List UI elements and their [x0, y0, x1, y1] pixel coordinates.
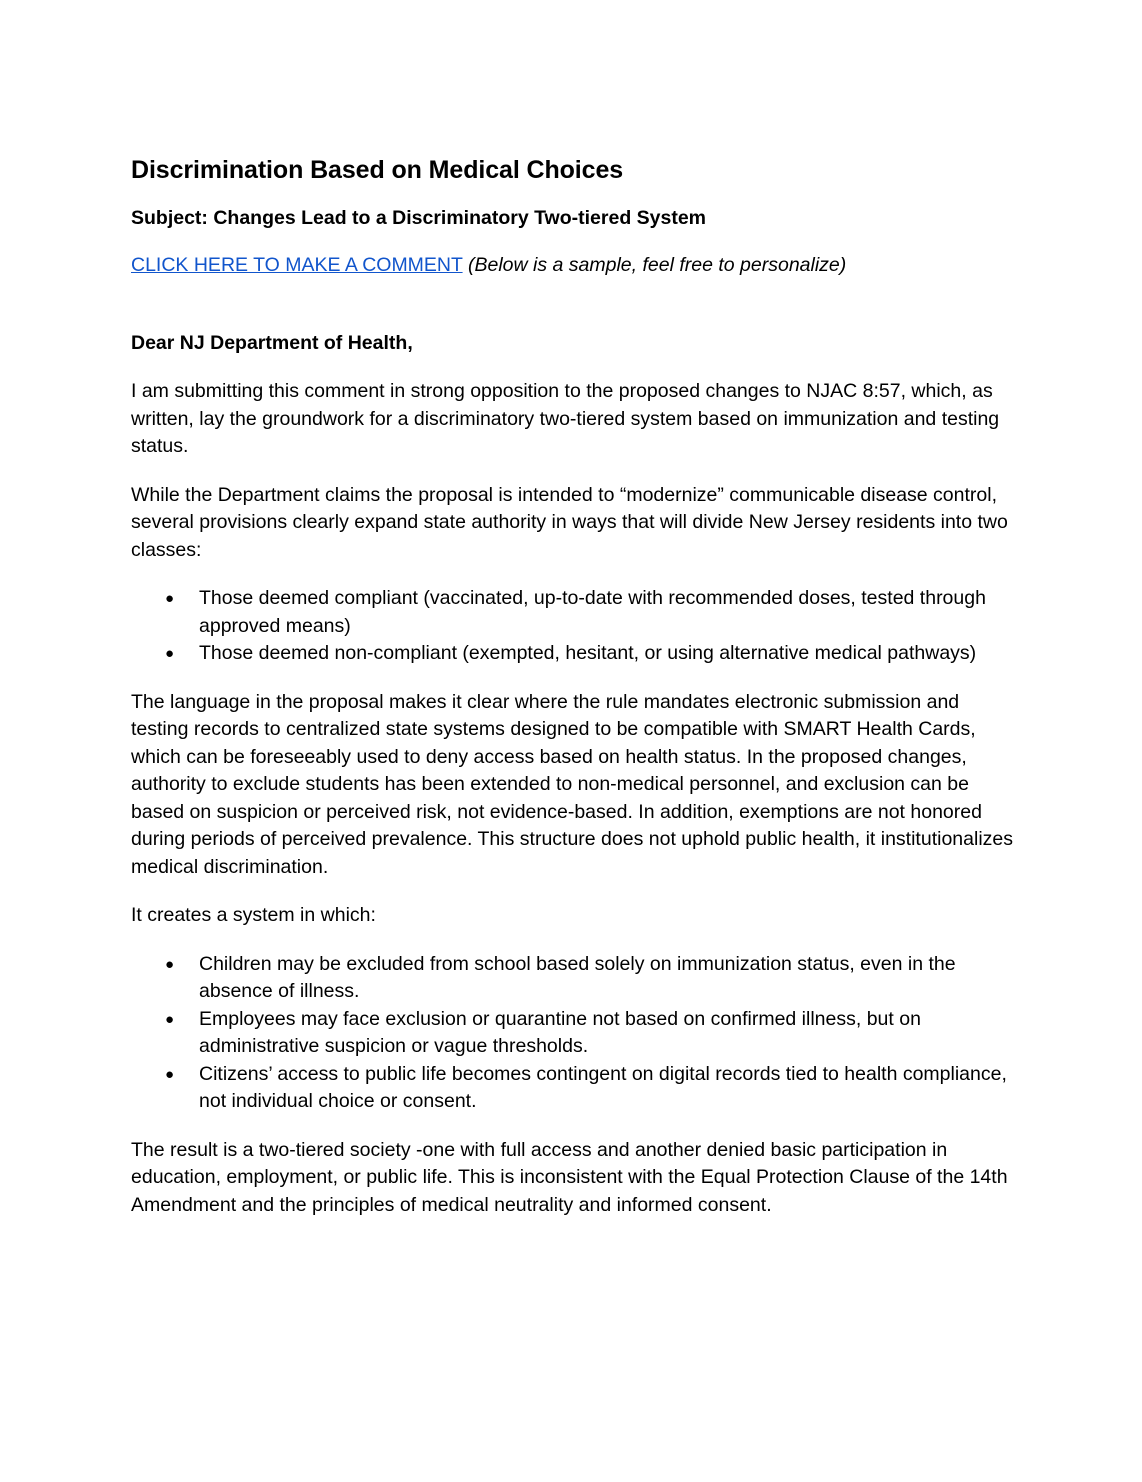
sample-note: (Below is a sample, feel free to personalize)	[468, 254, 847, 276]
list-item	[131, 1061, 1016, 1116]
paragraph-modernize-claim: While the Department claims the proposal is intended to “modernize” communicable disease control, several provisions clearly expand state authority in ways that will divide New Jersey residents into two classes:	[131, 483, 1008, 561]
list-item-text: Children may be excluded from school based solely on immunization status, even in the absence of illness.	[199, 952, 956, 1002]
subject-line: Subject: Changes Lead to a Discriminatory Two-tiered System	[131, 207, 707, 229]
classes-list	[131, 585, 1016, 668]
bullet-icon: ●	[165, 1065, 175, 1083]
document-page	[131, 150, 1016, 1219]
paragraph-system-intro: It creates a system in which:	[131, 904, 376, 926]
list-item-text: Those deemed compliant (vaccinated, up-to-date with recommended doses, tested through approved means)	[199, 587, 986, 637]
bullet-icon: ●	[165, 1010, 175, 1028]
list-item	[131, 585, 1016, 640]
list-item-text: Those deemed non-compliant (exempted, hesitant, or using alternative medical pathways)	[199, 642, 977, 664]
paragraph-conclusion: The result is a two-tiered society -one with full access and another denied basic participation in education, employment, or public life. This is inconsistent with the Equal Protection Clause of the 14th Amendment and the principles of medical neutrality and informed consent.	[131, 1138, 1008, 1216]
system-list	[131, 951, 1016, 1116]
list-item	[131, 1006, 1016, 1061]
paragraph-opposition: I am submitting this comment in strong opposition to the proposed changes to NJAC 8:57, which, as written, lay the groundwork for a discriminatory two-tiered system based on immunization and testing status.	[131, 380, 1000, 457]
list-item	[131, 951, 1016, 1006]
bullet-icon: ●	[165, 645, 175, 662]
list-item-text: Employees may face exclusion or quarantine not based on confirmed illness, but on administrative suspicion or vague thresholds.	[199, 1007, 921, 1057]
list-item-text: Citizens’ access to public life becomes contingent on digital records tied to health compliance, not individual choice or consent.	[199, 1062, 1007, 1112]
document-title: Discrimination Based on Medical Choices	[131, 156, 624, 184]
comment-cta	[131, 251, 1016, 279]
paragraph-proposal-language: The language in the proposal makes it clear where the rule mandates electronic submission and testing records to centralized state systems designed to be compatible with SMART Health Cards, which can be foreseeably used to deny access based on health status. In the proposed changes, authority to exclude students has been extended to non-medical personnel, and exclusion can be based on suspicion or perceived risk, not evidence-based. In addition, exemptions are not honored during periods of perceived prevalence. This structure does not uphold public health, it institutionalizes medical discrimination.	[131, 690, 1013, 878]
salutation: Dear NJ Department of Health,	[131, 332, 413, 354]
make-comment-link[interactable]: CLICK HERE TO MAKE A COMMENT	[131, 254, 463, 276]
list-item	[131, 640, 1016, 668]
bullet-icon: ●	[165, 590, 175, 607]
bullet-icon: ●	[165, 955, 175, 973]
